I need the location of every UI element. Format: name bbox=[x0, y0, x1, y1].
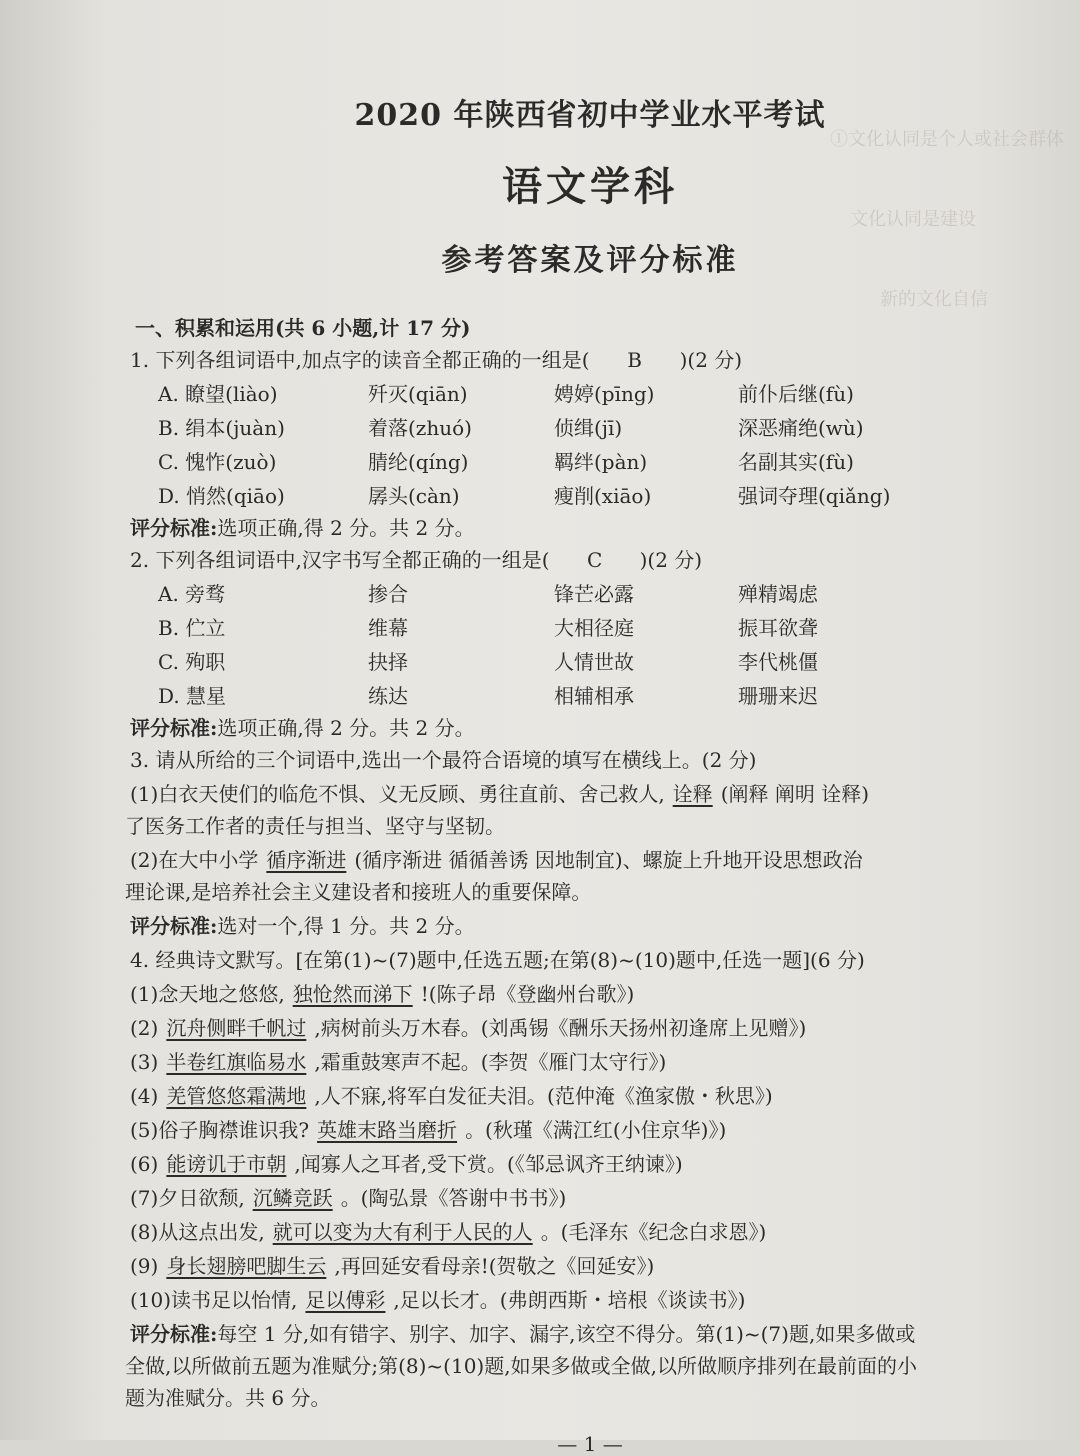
criteria-text: 选项正确,得 2 分。共 2 分。 bbox=[217, 516, 475, 540]
q4-criteria-line1 bbox=[130, 1320, 915, 1348]
q2-option-cell: D. 慧星 bbox=[158, 684, 227, 708]
q4-item-pre: (1)念天地之悠悠, bbox=[130, 982, 285, 1006]
q4-item-pre: (3) bbox=[130, 1050, 159, 1074]
q4-item-post: ,闻寡人之耳者,受下赏。(《邹忌讽齐王纳谏》) bbox=[294, 1152, 683, 1176]
q4-item bbox=[130, 1252, 654, 1280]
criteria-label: 评分标准: bbox=[130, 516, 218, 540]
q1-option-cell: D. 悄然(qiāo) bbox=[158, 484, 285, 508]
q3-part2-answer: 循序渐进 bbox=[266, 848, 347, 872]
q4-item-post: ,人不寐,将军白发征夫泪。(范仲淹《渔家傲・秋思》) bbox=[314, 1084, 773, 1108]
q2-option-cell: 相辅相承 bbox=[554, 684, 634, 708]
q1-answer: B bbox=[627, 348, 642, 372]
q4-item-pre: (2) bbox=[130, 1016, 159, 1040]
bleed-through-decoration: 新的文化自信 bbox=[880, 289, 988, 310]
q4-item-answer: 独怆然而涕下 bbox=[292, 982, 413, 1006]
q2-option-cell: C. 殉职 bbox=[158, 650, 226, 674]
q3-part2-text-mid: 、螺旋上升地开设思想政治 bbox=[622, 848, 863, 872]
q4-item-answer: 能谤讥于市朝 bbox=[166, 1152, 287, 1176]
q2-criteria bbox=[130, 714, 475, 742]
q1-option-cell: 腈纶(qíng) bbox=[368, 450, 469, 474]
bleed-through-decoration: ①文化认同是个人或社会群体 bbox=[830, 129, 1064, 150]
q2-option-cell: 抉择 bbox=[368, 650, 408, 674]
criteria-label: 评分标准: bbox=[130, 1322, 218, 1346]
q4-criteria-line2: 全做,以所做前五题为准赋分;第(8)~(10)题,如果多做或全做,以所做顺序排列在最前面的小 bbox=[125, 1354, 917, 1378]
q4-item-answer: 沉鳞竞跃 bbox=[252, 1186, 333, 1210]
q1-option-cell: 名副其实(fù) bbox=[738, 450, 854, 474]
q3-part1-choices: (阐释 阐明 诠释) bbox=[720, 782, 870, 806]
q2-option-cell: 大相径庭 bbox=[554, 616, 634, 640]
q1-option-cell: B. 绢本(juàn) bbox=[158, 416, 285, 440]
q2-option-cell: 练达 bbox=[368, 684, 408, 708]
q3-part2-line1 bbox=[130, 846, 863, 874]
q4-item-post: ,足以长才。(弗朗西斯・培根《谈读书》) bbox=[393, 1288, 746, 1312]
q4-item-post: 。(秋瑾《满江红(小住京华)》) bbox=[465, 1118, 727, 1142]
q2-option-cell: A. 旁骛 bbox=[158, 582, 226, 606]
q4-item bbox=[130, 980, 634, 1008]
q1-option-cell: 深恶痛绝(wù) bbox=[738, 416, 864, 440]
q4-item bbox=[130, 1184, 566, 1212]
q1-option-cell: A. 瞭望(liào) bbox=[158, 382, 278, 406]
q2-option-cell: 殚精竭虑 bbox=[738, 582, 818, 606]
q2-stem-text: 2. 下列各组词语中,汉字书写全都正确的一组是( bbox=[130, 548, 550, 572]
q4-item-answer: 英雄末路当磨折 bbox=[317, 1118, 458, 1142]
q1-option-cell: 羁绊(pàn) bbox=[554, 450, 648, 474]
q1-option-cell: C. 愧怍(zuò) bbox=[158, 450, 277, 474]
q4-item-answer: 身长翅膀吧脚生云 bbox=[166, 1254, 327, 1278]
q3-part1-line1 bbox=[130, 780, 869, 808]
q3-part2-choices: (循序渐进 循循善诱 因地制宜) bbox=[354, 848, 623, 872]
q4-item-pre: (6) bbox=[130, 1152, 159, 1176]
q4-item bbox=[130, 1048, 666, 1076]
answer-key-title: 参考答案及评分标准 bbox=[441, 243, 739, 278]
section-heading: 一、积累和运用(共 6 小题,计 17 分) bbox=[135, 316, 471, 340]
q1-option-cell: 着落(zhuó) bbox=[368, 416, 472, 440]
criteria-text: 选对一个,得 1 分。共 2 分。 bbox=[217, 914, 475, 938]
q4-item-post: 。(毛泽东《纪念白求恩》) bbox=[540, 1220, 767, 1244]
q4-item-pre: (5)俗子胸襟谁识我? bbox=[130, 1118, 310, 1142]
q3-part1-text: (1)白衣天使们的临危不惧、义无反顾、勇往直前、舍己救人, bbox=[130, 782, 665, 806]
q4-item bbox=[130, 1116, 726, 1144]
q1-option-cell: 娉婷(pīng) bbox=[554, 382, 655, 406]
q4-item bbox=[130, 1082, 773, 1110]
q3-part1-line2: 了医务工作者的责任与担当、坚守与坚韧。 bbox=[125, 814, 505, 838]
q3-part1-answer: 诠释 bbox=[672, 782, 713, 806]
q3-criteria bbox=[130, 912, 475, 940]
q4-item-answer: 半卷红旗临易水 bbox=[166, 1050, 307, 1074]
q4-item-pre: (8)从这点出发, bbox=[130, 1220, 265, 1244]
q1-option-cell: 强词夺理(qiǎng) bbox=[738, 484, 891, 508]
q4-item-pre: (4) bbox=[130, 1084, 159, 1108]
q4-stem: 4. 经典诗文默写。[在第(1)~(7)题中,任选五题;在第(8)~(10)题中,任选一题](6 分) bbox=[130, 948, 865, 972]
q4-item-answer: 足以傅彩 bbox=[305, 1288, 386, 1312]
q4-item-post: !(陈子昂《登幽州台歌》) bbox=[420, 982, 635, 1006]
q4-item-pre: (10)读书足以怡情, bbox=[130, 1288, 298, 1312]
q4-item-answer: 就可以变为大有利于人民的人 bbox=[272, 1220, 533, 1244]
q4-item-answer: 沉舟侧畔千帆过 bbox=[166, 1016, 307, 1040]
q2-option-cell: B. 伫立 bbox=[158, 616, 226, 640]
q2-stem bbox=[130, 546, 702, 574]
q4-criteria-line3: 题为准赋分。共 6 分。 bbox=[125, 1386, 331, 1410]
criteria-text: 每空 1 分,如有错字、别字、加字、漏字,该空不得分。第(1)~(7)题,如果多做或 bbox=[217, 1322, 916, 1346]
q2-option-cell: 锋芒必露 bbox=[554, 582, 634, 606]
q4-item bbox=[130, 1218, 766, 1246]
q2-score: )(2 分) bbox=[639, 548, 703, 572]
page-number: — 1 — bbox=[557, 1432, 623, 1456]
q4-item bbox=[130, 1150, 683, 1178]
criteria-label: 评分标准: bbox=[130, 914, 218, 938]
q1-option-cell: 前仆后继(fù) bbox=[738, 382, 854, 406]
q4-item-pre: (7)夕日欲颓, bbox=[130, 1186, 245, 1210]
q1-option-cell: 侦缉(jī) bbox=[554, 416, 623, 440]
criteria-text: 选项正确,得 2 分。共 2 分。 bbox=[217, 716, 475, 740]
bleed-through-decoration: 文化认同是建设 bbox=[850, 209, 976, 230]
q2-answer: C bbox=[586, 548, 603, 572]
criteria-label: 评分标准: bbox=[130, 716, 218, 740]
exam-title: 2020 年陕西省初中学业水平考试 bbox=[354, 98, 826, 133]
q2-option-cell: 振耳欲聋 bbox=[738, 616, 818, 640]
q2-option-cell: 掺合 bbox=[368, 582, 408, 606]
q1-stem-text: 1. 下列各组词语中,加点字的读音全都正确的一组是( bbox=[130, 348, 590, 372]
q2-option-cell: 珊珊来迟 bbox=[738, 684, 818, 708]
q1-option-cell: 孱头(càn) bbox=[368, 484, 460, 508]
q1-option-cell: 瘦削(xiāo) bbox=[554, 484, 652, 508]
subject-title: 语文学科 bbox=[502, 163, 678, 210]
q2-option-cell: 人情世故 bbox=[554, 650, 634, 674]
q1-criteria bbox=[130, 514, 475, 542]
q1-option-cell: 歼灭(qiān) bbox=[368, 382, 468, 406]
q1-stem bbox=[130, 346, 742, 374]
q3-part2-text: (2)在大中小学 bbox=[130, 848, 259, 872]
q4-item-post: ,病树前头万木春。(刘禹锡《酬乐天扬州初逢席上见赠》) bbox=[314, 1016, 807, 1040]
q2-option-cell: 维幕 bbox=[368, 616, 408, 640]
q4-item-post: ,再回延安看母亲!(贺敬之《回延安》) bbox=[334, 1254, 655, 1278]
q4-item-post: 。(陶弘景《答谢中书书》) bbox=[340, 1186, 567, 1210]
q4-item-answer: 羌管悠悠霜满地 bbox=[166, 1084, 307, 1108]
q4-item-pre: (9) bbox=[130, 1254, 159, 1278]
q3-stem: 3. 请从所给的三个词语中,选出一个最符合语境的填写在横线上。(2 分) bbox=[130, 748, 757, 772]
q4-item bbox=[130, 1286, 745, 1314]
q1-score: )(2 分) bbox=[679, 348, 743, 372]
q4-item-post: ,霜重鼓寒声不起。(李贺《雁门太守行》) bbox=[314, 1050, 667, 1074]
q3-part2-line2: 理论课,是培养社会主义建设者和接班人的重要保障。 bbox=[125, 880, 592, 904]
q4-item bbox=[130, 1014, 806, 1042]
q2-option-cell: 李代桃僵 bbox=[738, 650, 818, 674]
